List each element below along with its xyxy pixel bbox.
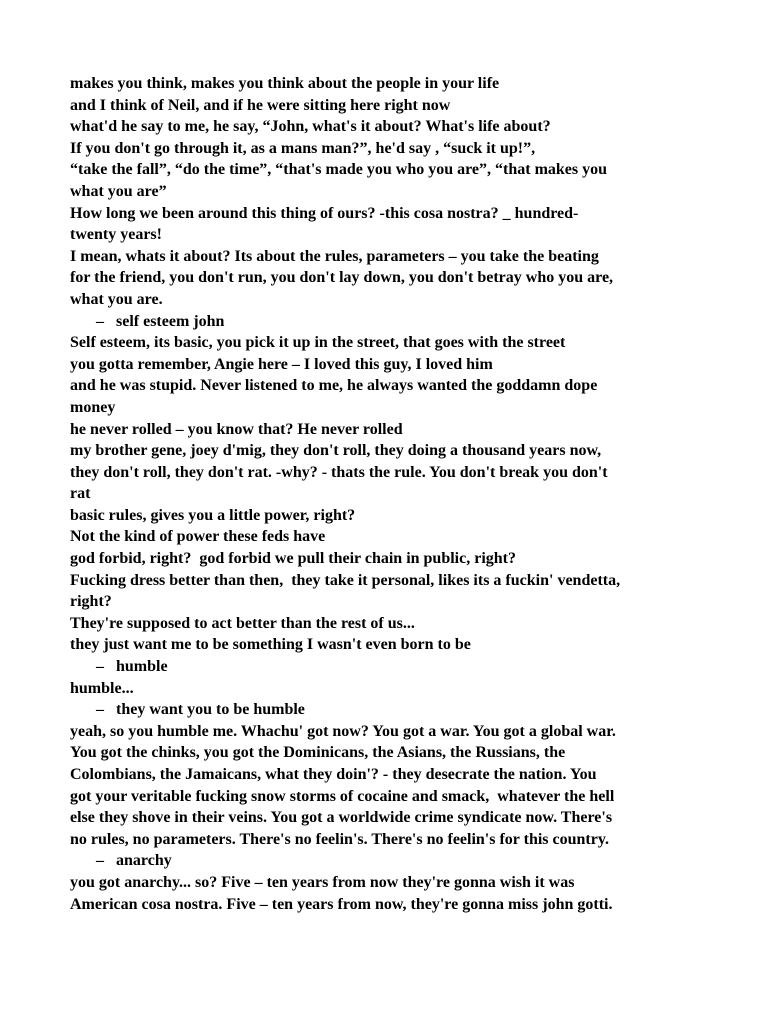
text-line: and he was stupid. Never listened to me, he always wanted the goddamn dope <box>70 377 598 395</box>
text-line: Not the kind of power these feds have <box>70 528 326 546</box>
text-line: yeah, so you humble me. Whachu' got now? You got a war. You got a global war. <box>70 722 616 740</box>
text-line: my brother gene, joey d'mig, they don't roll, they doing a thousand years now, <box>70 442 602 460</box>
text-line: rat <box>70 485 91 503</box>
text-line: what you are” <box>70 182 167 200</box>
text-line: what'd he say to me, he say, “John, what's it about? What's life about? <box>70 118 551 136</box>
text-line: you gotta remember, Angie here – I loved this guy, I loved him <box>70 355 493 373</box>
text-line: How long we been around this thing of ours? -this cosa nostra? _ hundred- <box>70 204 579 222</box>
text-line: and I think of Neil, and if he were sitting here right now <box>70 96 451 114</box>
text-line: he never rolled – you know that? He never rolled <box>70 420 403 438</box>
text-line: for the friend, you don't run, you don't lay down, you don't betray who you are, <box>70 269 614 287</box>
text-line: twenty years! <box>70 226 162 244</box>
bullet-line: – humble <box>96 658 168 676</box>
bullet-line: – self esteem john <box>96 312 225 330</box>
text-line: god forbid, right? god forbid we pull their chain in public, right? <box>70 550 516 568</box>
text-line: humble... <box>70 679 134 697</box>
text-line: makes you think, makes you think about the people in your life <box>70 75 500 92</box>
text-line: They're supposed to act better than the rest of us... <box>70 614 415 632</box>
text-line: “take the fall”, “do the time”, “that's made you who you are”, “that makes you <box>70 161 608 179</box>
document-page <box>70 73 710 915</box>
text-line: Colombians, the Jamaicans, what they doin'? - they desecrate the nation. You <box>70 766 597 783</box>
text-line: what you are. <box>70 290 163 308</box>
text-line: basic rules, gives you a little power, right? <box>70 506 356 524</box>
text-line: else they shove in their veins. You got a worldwide crime syndicate now. There's <box>70 809 613 827</box>
text-line: no rules, no parameters. There's no feelin's. There's no feelin's for this country. <box>70 830 609 848</box>
text-line: money <box>70 398 116 416</box>
text-line: American cosa nostra. Five – ten years from now, they're gonna miss john gotti. <box>70 895 613 913</box>
bullet-line: – they want you to be humble <box>96 701 305 719</box>
text-line: Self esteem, its basic, you pick it up in the street, that goes with the street <box>70 334 566 352</box>
text-line: right? <box>70 593 112 611</box>
bullet-line: – anarchy <box>96 852 172 870</box>
text-line: they don't roll, they don't rat. -why? - thats the rule. You don't break you don't <box>70 463 608 481</box>
text-line: If you don't go through it, as a mans man?”, he'd say , “suck it up!”, <box>70 139 536 157</box>
text-line: they just want me to be something I wasn't even born to be <box>70 636 471 654</box>
text-line: Fucking dress better than then, they take it personal, likes its a fuckin' vendetta, <box>70 571 621 589</box>
text-line: you got anarchy... so? Five – ten years from now they're gonna wish it was <box>70 873 575 891</box>
text-line: I mean, whats it about? Its about the rules, parameters – you take the beating <box>70 247 599 265</box>
text-line: got your veritable fucking snow storms of cocaine and smack, whatever the hell <box>70 787 615 805</box>
text-line: You got the chinks, you got the Dominicans, the Asians, the Russians, the <box>70 744 566 762</box>
